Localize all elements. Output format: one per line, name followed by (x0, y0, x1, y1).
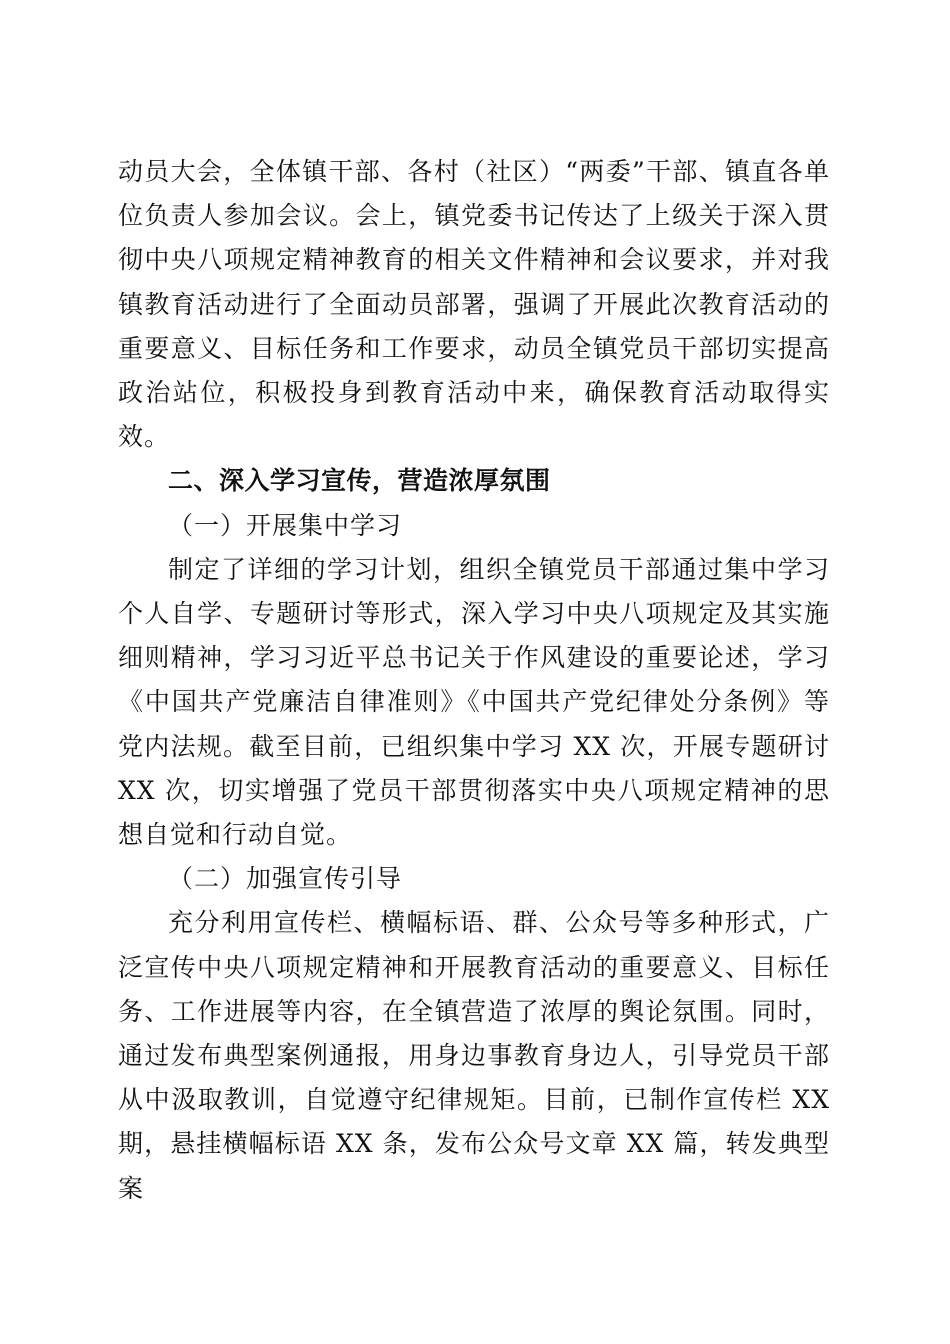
body-paragraph: 动员大会，全体镇干部、各村（社区）“两委”干部、镇直各单位负责人参加会议。会上，镇党委书记传达了上级关于深入贯彻中央八项规定精神教育的相关文件精神和会议要求，并对我镇教育活动进行了全面动员部署，强调了开展此次教育活动的重要意义、目标任务和工作要求，动员全镇党员干部切实提高政治站位，积极投身到教育活动中来，确保教育活动取得实效。 (118, 157, 830, 452)
document-body (118, 150, 830, 1211)
body-paragraph: 制定了详细的学习计划，组织全镇党员干部通过集中学习个人自学、专题研讨等形式，深入学习中央八项规定及其实施细则精神，学习习近平总书记关于作风建设的重要论述，学习《中国共产党廉洁自律准则》《中国共产党纪律处分条例》等党内法规。截至目前，已组织集中学习 XX 次，开展专题研讨 XX 次，切实增强了党员干部贯彻落实中央八项规定精神的思想自觉和行动自觉。 (118, 554, 830, 850)
subsection-heading: （一）开展集中学习 (168, 510, 403, 540)
subsection-heading: （二）加强宣传引导 (168, 864, 403, 894)
section-heading: 二、深入学习宣传，营造浓厚氛围 (168, 466, 551, 496)
body-paragraph: 充分利用宣传栏、横幅标语、群、公众号等多种形式，广泛宣传中央八项规定精神和开展教育活动的重要意义、目标任务、工作进展等内容，在全镇营造了浓厚的舆论氛围。同时，通过发布典型案例通报，用身边事教育身边人，引导党员干部从中汲取教训，自觉遵守纪律规矩。目前，已制作宣传栏 XX 期，悬挂横幅标语 XX 条，发布公众号文章 XX 篇，转发典型案 (118, 908, 830, 1203)
